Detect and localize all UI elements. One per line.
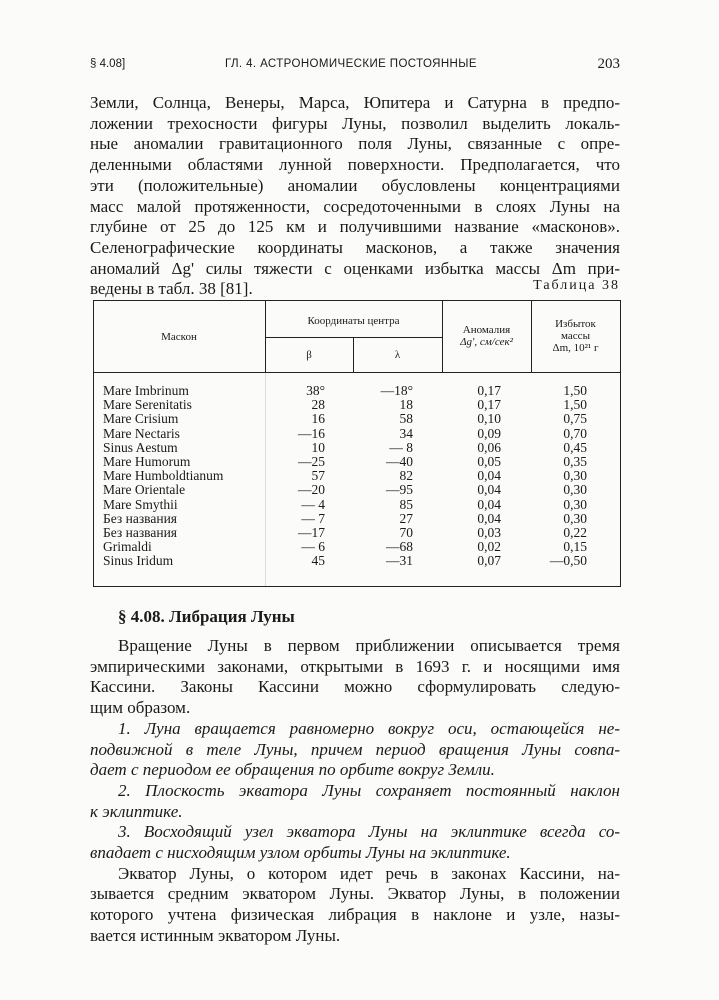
- text-line: деленными областями лунной поверхности. Предполагается, что: [90, 155, 620, 175]
- cell-beta: — 7: [301, 510, 325, 526]
- cell-lambda: —68: [386, 539, 413, 555]
- running-header: [90, 56, 620, 78]
- cell-beta: —16: [298, 425, 325, 441]
- cell-anomaly: 0,04: [477, 510, 501, 526]
- text-line: аномалий Δg' силы тяжести с оценками избытка массы Δm при-: [90, 258, 620, 278]
- cell-mass-excess: 0,70: [563, 425, 587, 441]
- header-mascon: Маскон: [161, 331, 197, 343]
- cell-lambda: 34: [399, 425, 413, 441]
- law-1-line: 1. Луна вращается равномерно вокруг оси, остающейся не-: [118, 718, 620, 738]
- cell-anomaly: 0,10: [477, 411, 501, 427]
- cell-mascon-name: Mare Nectaris: [103, 425, 180, 441]
- header-excess-line1: Избыток: [555, 318, 596, 330]
- cell-lambda: 58: [399, 411, 413, 427]
- cell-lambda: —18°: [380, 383, 413, 398]
- section-heading: § 4.08. Либрация Луны: [118, 607, 295, 626]
- cell-mascon-name: Mare Smythii: [103, 496, 178, 512]
- page-number: 203: [597, 56, 620, 72]
- cell-mascon-name: Mare Humorum: [103, 453, 191, 469]
- cell-lambda: —40: [386, 453, 413, 469]
- cell-mascon-name: Mare Humboldtianum: [103, 468, 224, 484]
- table-row: [93, 455, 619, 469]
- cell-lambda: 82: [399, 468, 413, 484]
- cell-anomaly: 0,04: [477, 482, 501, 498]
- cell-anomaly: 0,09: [477, 425, 501, 441]
- table-body: [93, 384, 619, 568]
- paragraph-cassini-laws: [90, 636, 620, 947]
- mascon-table: [93, 300, 621, 586]
- table-row: [93, 384, 619, 398]
- text-line: масс малой протяженности, сосредоточенными в слоях Луны на: [90, 196, 620, 216]
- law-3-line: впадает с нисходящим узлом орбиты Луны на эклиптике.: [90, 843, 511, 863]
- cell-mass-excess: 0,35: [563, 453, 587, 469]
- cell-mascon-name: Grimaldi: [103, 539, 152, 555]
- law-2-line: к эклиптике.: [90, 801, 183, 821]
- cell-mass-excess: 0,22: [563, 524, 587, 540]
- cell-anomaly: 0,07: [477, 553, 501, 569]
- law-2-line: 2. Плоскость экватора Луны сохраняет постоянный наклон: [118, 780, 620, 800]
- header-anomaly-line1: Аномалия: [462, 324, 511, 336]
- cell-lambda: — 8: [389, 439, 413, 455]
- table-row: [93, 540, 619, 554]
- cell-beta: —20: [298, 482, 325, 498]
- chapter-title: ГЛ. 4. АСТРОНОМИЧЕСКИЕ ПОСТОЯННЫЕ: [225, 58, 477, 70]
- header-excess-line3: Δm, 10²¹ г: [552, 342, 599, 354]
- cell-beta: 57: [311, 468, 325, 484]
- cell-beta: 38°: [306, 383, 325, 398]
- header-anomaly: [442, 324, 531, 348]
- cell-anomaly: 0,06: [477, 439, 501, 455]
- cell-beta: 45: [311, 553, 325, 569]
- cell-mass-excess: —0,50: [549, 553, 587, 569]
- table-row: [93, 398, 619, 412]
- cell-mass-excess: 0,30: [563, 496, 587, 512]
- cell-anomaly: 0,04: [477, 496, 501, 512]
- cell-mascon-name: Mare Orientale: [103, 482, 186, 498]
- cell-mass-excess: 0,30: [563, 482, 587, 498]
- cell-anomaly: 0,17: [477, 383, 501, 398]
- table-row: [93, 441, 619, 455]
- text-line: Экватор Луны, о котором идет речь в законах Кассини, на-: [118, 863, 620, 883]
- cell-beta: — 4: [301, 496, 325, 512]
- header-center-coords: Координаты центра: [307, 315, 400, 327]
- cell-mascon-name: Без названия: [103, 510, 178, 526]
- table-divider: [265, 337, 442, 338]
- cell-lambda: 18: [399, 397, 413, 413]
- text-line: эти (положительные) аномалии обусловлены концентрациями: [90, 175, 620, 195]
- table-caption: Таблица 38: [533, 278, 620, 293]
- law-3-line: 3. Восходящий узел экватора Луны на эклиптике всегда со-: [118, 822, 620, 842]
- table-row: [93, 512, 619, 526]
- section-reference: § 4.08]: [90, 58, 126, 70]
- text-line: ведены в табл. 38 [81].: [90, 279, 253, 299]
- text-line: Селенографические координаты масконов, а также значения: [90, 237, 620, 257]
- cell-mascon-name: Mare Imbrinum: [103, 383, 189, 398]
- cell-lambda: 27: [399, 510, 413, 526]
- table-row: [93, 412, 619, 426]
- cell-mass-excess: 0,30: [563, 510, 587, 526]
- cell-beta: — 6: [301, 539, 325, 555]
- text-line: Земли, Солнца, Венеры, Марса, Юпитера и Сатурна в предпо-: [90, 93, 620, 112]
- cell-beta: —17: [298, 524, 325, 540]
- cell-beta: 28: [311, 397, 325, 413]
- cell-mascon-name: Mare Crisium: [103, 411, 179, 427]
- table-row: [93, 427, 619, 441]
- text-line: Кассини. Законы Кассини можно сформулировать следую-: [90, 677, 620, 697]
- cell-mass-excess: 0,30: [563, 468, 587, 484]
- table-row: [93, 498, 619, 512]
- cell-mascon-name: Без названия: [103, 524, 178, 540]
- cell-anomaly: 0,04: [477, 468, 501, 484]
- text-line: которого учтена физическая либрация в наклоне и узле, назы-: [90, 905, 620, 925]
- cell-mascon-name: Mare Serenitatis: [103, 397, 192, 413]
- header-beta: β: [306, 349, 312, 361]
- cell-mascon-name: Sinus Aestum: [103, 439, 178, 455]
- text-line: вается истинным экватором Луны.: [90, 925, 341, 945]
- table-row: [93, 469, 619, 483]
- cell-lambda: 70: [399, 524, 413, 540]
- cell-mass-excess: 0,75: [563, 411, 587, 427]
- law-1-line: подвижной в теле Луны, причем период вращения Луны совпа-: [90, 739, 620, 759]
- text-line: зывается средним экватором Луны. Экватор Луны, в положении: [90, 884, 620, 904]
- header-excess-line2: массы: [561, 330, 590, 342]
- text-line: эмпирическими законами, открытыми в 1693 г. и носящими имя: [90, 656, 620, 676]
- cell-beta: 10: [311, 439, 325, 455]
- table-row: [93, 554, 619, 568]
- cell-anomaly: 0,05: [477, 453, 501, 469]
- cell-mass-excess: 0,45: [563, 439, 587, 455]
- cell-anomaly: 0,17: [477, 397, 501, 413]
- text-line: глубине от 25 до 125 км и получившими название «масконов».: [90, 217, 620, 237]
- text-line: щим образом.: [90, 698, 191, 718]
- cell-mascon-name: Sinus Iridum: [103, 553, 174, 569]
- header-lambda: λ: [394, 349, 401, 361]
- cell-anomaly: 0,02: [477, 539, 501, 555]
- header-mass-excess: [531, 318, 620, 354]
- text-line: Вращение Луны в первом приближении описывается тремя: [118, 636, 620, 655]
- header-anomaly-line2: Δg', см/сек²: [460, 336, 513, 348]
- table-row: [93, 526, 619, 540]
- table-row: [93, 483, 619, 497]
- cell-beta: —25: [298, 453, 325, 469]
- cell-lambda: —95: [386, 482, 413, 498]
- law-1-line: дает с периодом ее обращения по орбите вокруг Земли.: [90, 760, 495, 780]
- cell-mass-excess: 1,50: [563, 397, 587, 413]
- cell-mass-excess: 1,50: [563, 383, 587, 398]
- table-header-rule: [93, 372, 620, 373]
- paragraph-masscons: [90, 93, 620, 300]
- cell-lambda: —31: [386, 553, 413, 569]
- cell-anomaly: 0,03: [477, 524, 501, 540]
- cell-beta: 16: [311, 411, 325, 427]
- text-line: ные аномалии гравитационного поля Луны, связанные с опре-: [90, 134, 620, 154]
- cell-lambda: 85: [399, 496, 413, 512]
- cell-mass-excess: 0,15: [563, 539, 587, 555]
- text-line: ложении трехосности фигуры Луны, позволил выделить локаль-: [90, 113, 620, 133]
